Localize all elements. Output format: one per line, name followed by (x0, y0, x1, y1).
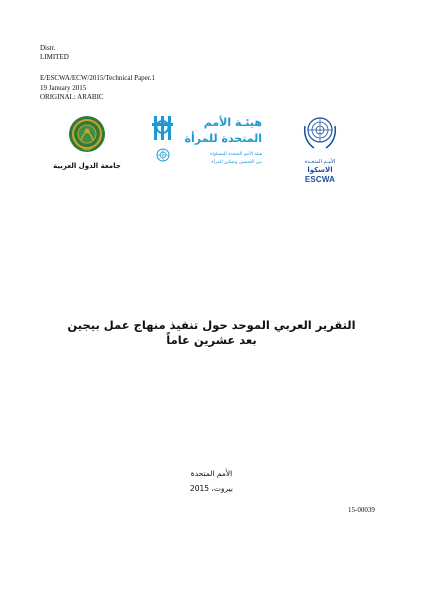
escwa-english-name: ESCWA (304, 175, 336, 184)
original-language: ORIGINAL: ARABIC (40, 93, 104, 101)
un-women-subtitle-line1: هيئة الأمم المتحدة للمساواة (210, 152, 262, 157)
document-reference-block (40, 74, 155, 103)
un-women-name-line1: هيئـة الأمم (203, 116, 262, 129)
publisher-block (150, 466, 273, 496)
escwa-un-arabic: الأمـم المتحـدة (304, 159, 336, 165)
un-emblem-icon (300, 112, 340, 152)
arab-league-caption: جامعة الدول العربية (53, 162, 121, 170)
document-number: 15-00039 (348, 506, 375, 514)
un-emblem-small-icon (156, 148, 170, 162)
distribution-level: LIMITED (40, 53, 69, 61)
title-line-1: التقرير العربي الموحد حول تنفيذ منهاج عمل بيجين (67, 318, 356, 332)
un-women-emblem-icon (150, 114, 176, 144)
document-symbol: E/ESCWA/ECW/2015/Technical Paper.1 (40, 74, 155, 82)
un-women-name-line2: المتحدة للمرأة (184, 132, 262, 145)
publisher-name: الأمم المتحدة (190, 469, 233, 478)
arab-league-logo (52, 114, 122, 170)
un-women-subtitle-line2: بين الجنسين وتمكين المرأة (211, 160, 262, 165)
arab-league-emblem-icon (67, 114, 107, 154)
title-line-2: بعد عشرين عاماً (166, 333, 257, 347)
escwa-arabic-name: الاسكوا (307, 166, 333, 174)
document-date: 19 January 2015 (40, 83, 87, 92)
escwa-logo (294, 112, 346, 184)
distribution-block (40, 44, 69, 62)
publication-place-year: بيروت، 2015 (189, 484, 234, 493)
un-women-logo (150, 110, 262, 172)
document-title (60, 318, 363, 348)
distribution-label: Distr. (40, 44, 56, 52)
